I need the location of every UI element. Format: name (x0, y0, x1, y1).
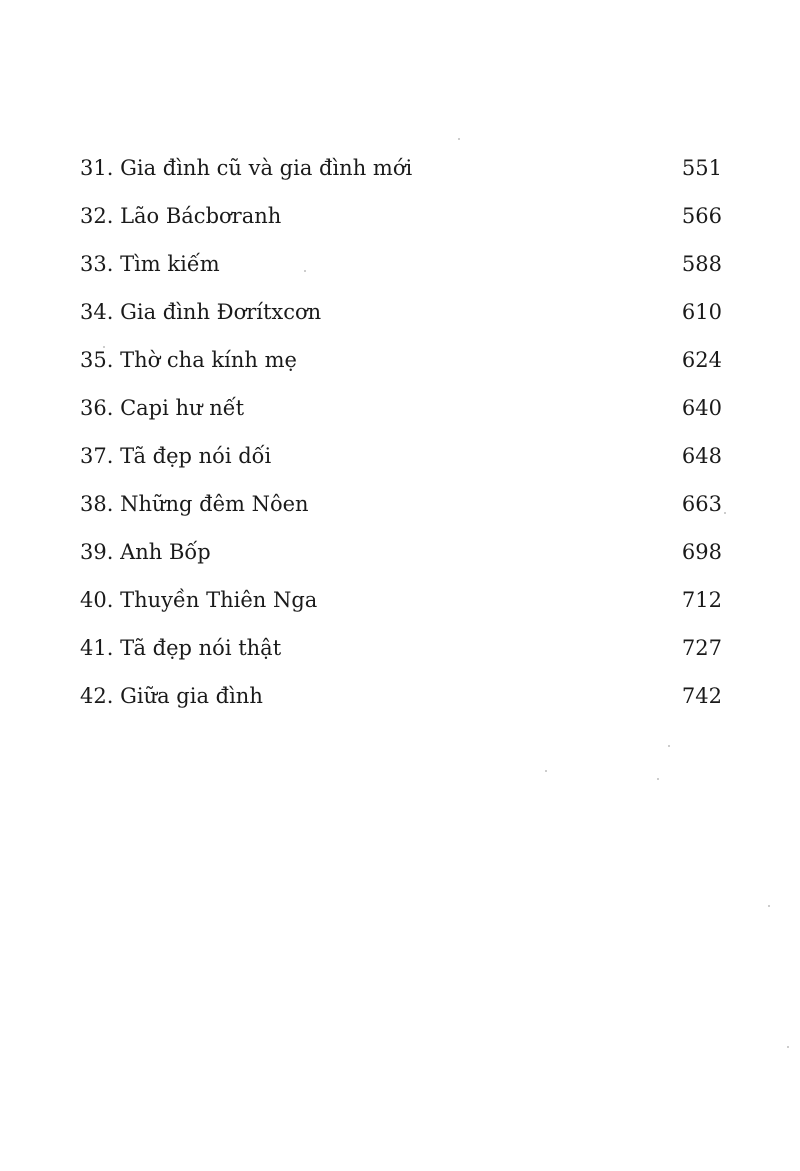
toc-entry-page: 698 (681, 540, 722, 564)
toc-entry (80, 150, 722, 198)
toc-entry-page: 648 (681, 444, 722, 468)
scan-speck (304, 270, 306, 272)
toc-entry-page: 624 (681, 348, 722, 372)
toc-entry-title: 32. Lão Bácbơranh (80, 204, 282, 228)
scan-speck (103, 346, 105, 348)
toc-entry-title: 38. Những đêm Nôen (80, 492, 309, 516)
toc-entry-page: 551 (681, 156, 722, 180)
toc-entry-page: 742 (681, 684, 722, 708)
toc-entry-page: 566 (681, 204, 722, 228)
table-of-contents (80, 150, 722, 722)
toc-entry-page: 640 (681, 396, 722, 420)
scan-speck (668, 745, 670, 747)
toc-entry-page: 663 (681, 492, 722, 516)
scan-speck (657, 778, 659, 780)
toc-entry-title: 34. Gia đình Đơrítxcơn (80, 300, 322, 324)
toc-entry (80, 678, 722, 722)
toc-entry (80, 438, 722, 486)
toc-entry-title: 33. Tìm kiếm (80, 252, 220, 276)
toc-entry-title: 36. Capi hư nết (80, 396, 245, 420)
toc-entry (80, 486, 722, 534)
toc-entry-title: 42. Giữa gia đình (80, 684, 263, 708)
toc-entry-title: 31. Gia đình cũ và gia đình mới (80, 156, 413, 180)
toc-entry-page: 610 (681, 300, 722, 324)
toc-entry-title: 41. Tã đẹp nói thật (80, 636, 282, 660)
toc-entry (80, 198, 722, 246)
toc-entry (80, 630, 722, 678)
toc-entry-title: 40. Thuyền Thiên Nga (80, 588, 318, 612)
toc-entry-page: 712 (681, 588, 722, 612)
scan-speck (768, 905, 770, 907)
scan-speck (724, 512, 726, 514)
toc-entry (80, 342, 722, 390)
toc-entry-title: 39. Anh Bốp (80, 540, 211, 564)
scan-speck (787, 1046, 789, 1048)
toc-entry-title: 35. Thờ cha kính mẹ (80, 348, 297, 372)
scan-speck (545, 770, 547, 772)
toc-entry-title: 37. Tã đẹp nói dối (80, 444, 272, 468)
toc-entry (80, 246, 722, 294)
scan-speck (458, 138, 460, 140)
toc-entry-page: 588 (681, 252, 722, 276)
toc-entry (80, 582, 722, 630)
toc-entry-page: 727 (681, 636, 722, 660)
toc-entry (80, 294, 722, 342)
toc-entry (80, 390, 722, 438)
toc-entry (80, 534, 722, 582)
